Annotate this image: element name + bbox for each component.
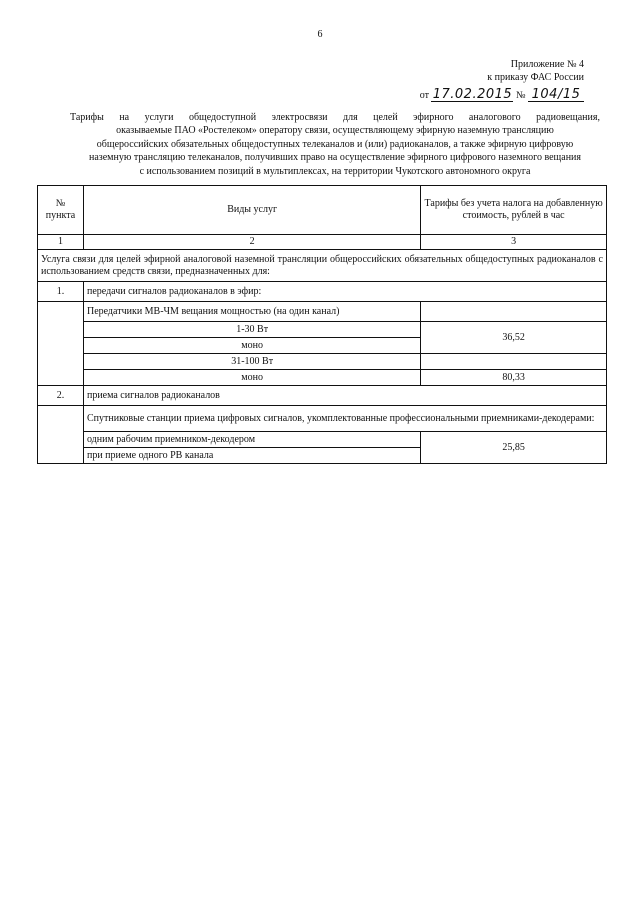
power-2-empty xyxy=(421,354,607,370)
item-1-subheader-empty xyxy=(421,302,607,322)
decoder-row xyxy=(38,432,607,448)
item-2-empty-cell xyxy=(38,406,84,464)
power-2: 31-100 Вт xyxy=(83,354,420,370)
header-row xyxy=(38,186,607,235)
col-services-header: Виды услуг xyxy=(83,186,420,235)
section-title: Услуга связи для целей эфирной аналоговой наземной трансляции общероссийских обязательных общедоступных радиоканалов с использованием средств связи, предназначенных для: xyxy=(38,250,607,282)
item-2-number: 2. xyxy=(38,386,84,406)
col-tariff-header: Тарифы без учета налога на добавленную стоимость, рублей в час xyxy=(421,186,607,235)
heading-line-2: оказываемые ПАО «Ростелеком» оператору связи, осуществляющему эфирную наземную трансляцию xyxy=(116,125,554,137)
mode-1: моно xyxy=(83,338,420,354)
item-1-label: передачи сигналов радиоканалов в эфир: xyxy=(83,282,606,302)
mode-2-row xyxy=(38,370,607,386)
section-title-row xyxy=(38,250,607,282)
document-heading xyxy=(70,111,600,178)
price-2: 80,33 xyxy=(421,370,607,386)
power-2-row xyxy=(38,354,607,370)
item-1-number: 1. xyxy=(38,282,84,302)
item-1-empty-cell xyxy=(38,302,84,386)
tariff-table xyxy=(37,185,607,464)
price-3: 25,85 xyxy=(421,432,607,464)
col-index-1: 1 xyxy=(38,235,84,250)
item-2-subheader-row xyxy=(38,406,607,432)
item-1-subheader: Передатчики МВ-ЧМ вещания мощностью (на один канал) xyxy=(83,302,420,322)
number-label: № xyxy=(515,90,526,101)
mode-2: моно xyxy=(83,370,420,386)
from-label: от xyxy=(419,90,429,101)
appendix-block xyxy=(364,58,584,102)
col-number-header: № пункта xyxy=(38,186,84,235)
power-1-row xyxy=(38,322,607,338)
channel-label: при приеме одного РВ канала xyxy=(83,448,420,464)
page-number: 6 xyxy=(317,29,323,40)
price-1: 36,52 xyxy=(421,322,607,354)
column-number-row xyxy=(38,235,607,250)
col-index-3: 3 xyxy=(421,235,607,250)
power-1: 1-30 Вт xyxy=(83,322,420,338)
heading-line-5: с использованием позиций в мультиплексах, на территории Чукотского автономного округа xyxy=(139,165,531,177)
handwritten-date: 17.02.2015 xyxy=(432,87,513,102)
heading-line-4: наземную трансляцию телеканалов, получивших право на осуществление эфирного цифрового наземного вещания xyxy=(88,152,581,164)
appendix-title: Приложение № 4 xyxy=(510,59,584,70)
item-1-subheader-row xyxy=(38,302,607,322)
col-index-2: 2 xyxy=(83,235,420,250)
item-2-label: приема сигналов радиоканалов xyxy=(83,386,606,406)
item-2-row xyxy=(38,386,607,406)
item-2-subheader: Спутниковые станции приема цифровых сигналов, укомплектованные профессиональными приемниками-декодерами: xyxy=(83,406,606,432)
heading-line-1: Тарифы на услуги общедоступной электросвязи для целей эфирного аналогового радиовещания, xyxy=(70,112,600,123)
item-1-row xyxy=(38,282,607,302)
handwritten-number: 104/15 xyxy=(528,88,584,102)
appendix-order-ref: к приказу ФАС России xyxy=(487,72,584,83)
decoder-label: одним рабочим приемником-декодером xyxy=(83,432,420,448)
heading-line-3: общероссийских обязательных общедоступных телеканалов и (или) радиоканалов, а также эфирную цифровую xyxy=(96,138,574,150)
appendix-date-line xyxy=(364,88,584,102)
